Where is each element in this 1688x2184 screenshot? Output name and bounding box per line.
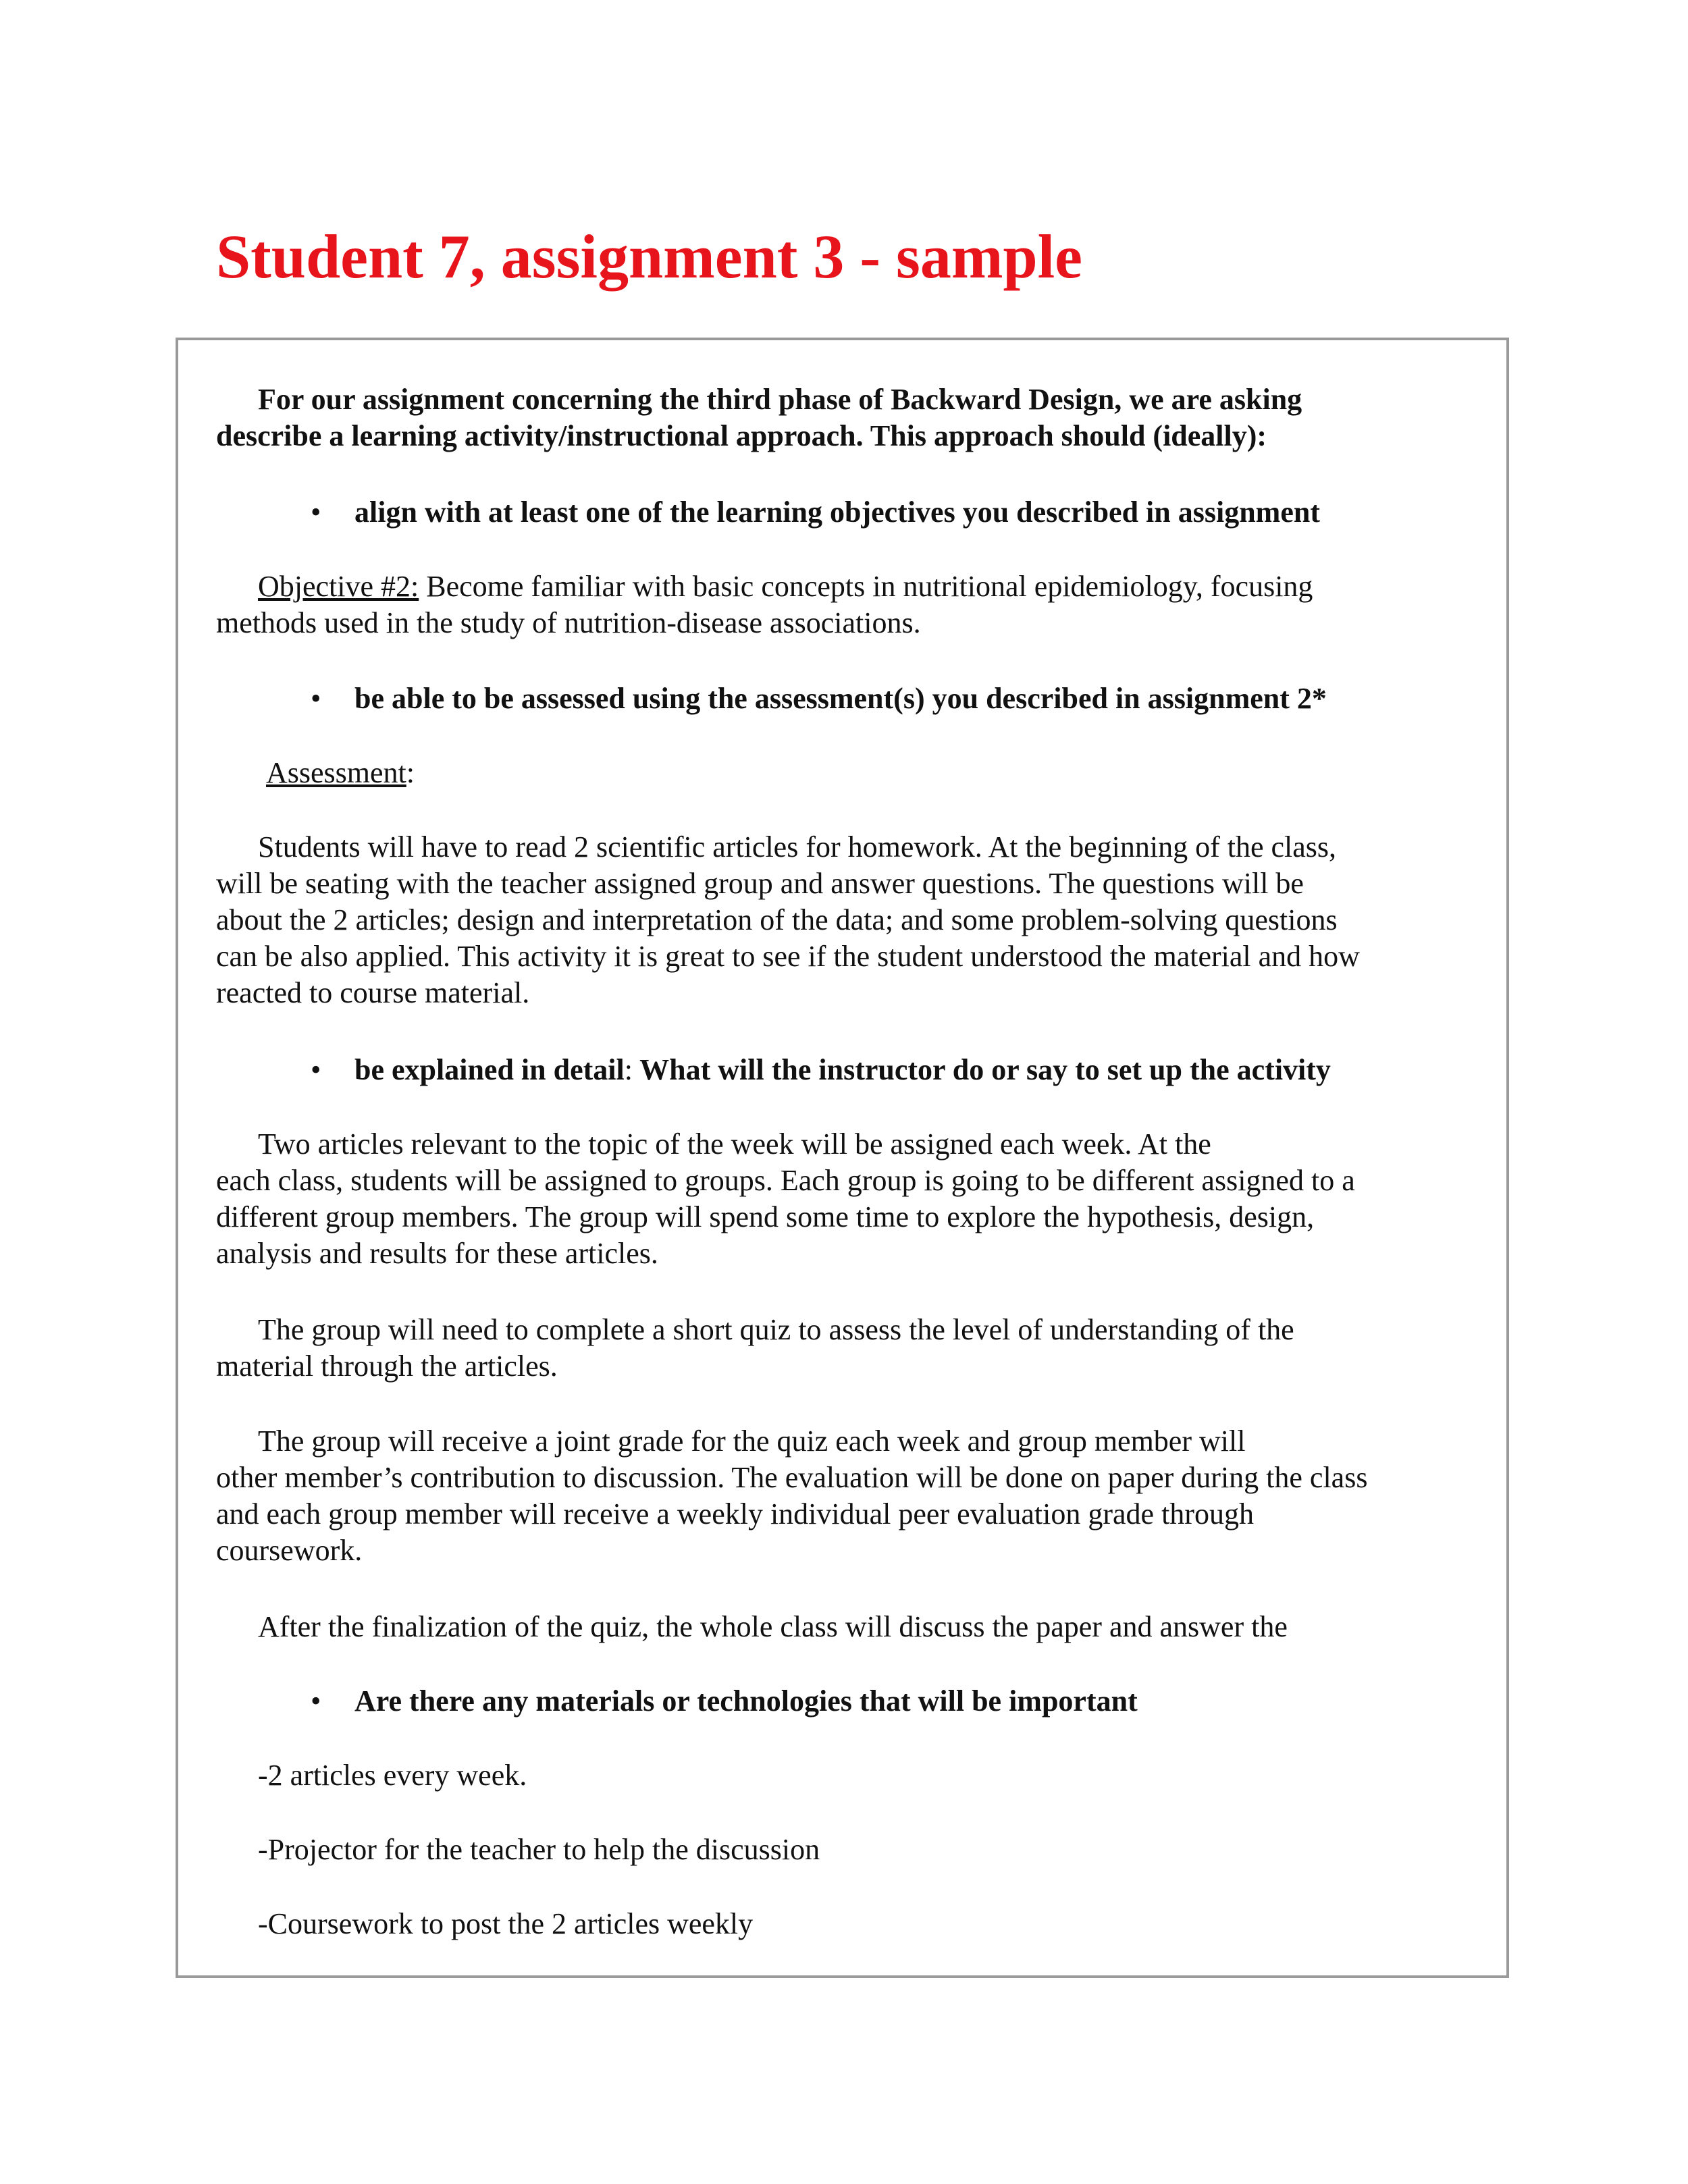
grade-line: The group will receive a joint grade for the quiz each week and group member will [258,1424,1246,1458]
bullet-assessable: be able to be assessed using the assessment(s) you described in assignment 2* [354,682,1327,715]
assessment-heading [216,755,415,791]
grade-paragraph [216,1423,1367,1569]
assessment-line: about the 2 articles; design and interpretation of the data; and some problem-solving questions [216,903,1338,936]
assessment-line: will be seating with the teacher assigned group and answer questions. The questions will be [216,867,1304,900]
articles-line: each class, students will be assigned to groups. Each group is going to be different assigned to a [216,1164,1355,1197]
articles-paragraph [216,1126,1355,1272]
assessment-line: reacted to course material. [216,976,530,1009]
bullet-align-objectives: align with at least one of the learning objectives you described in assignment [354,496,1320,529]
grade-line: other member’s contribution to discussion. The evaluation will be done on paper during the class [216,1461,1368,1494]
bullet-icon: • [311,1684,321,1717]
objective-paragraph [216,568,1313,641]
assessment-line: Students will have to read 2 scientific articles for homework. At the beginning of the class, [258,830,1337,863]
articles-line: Two articles relevant to the topic of the week will be assigned each week. At the [258,1127,1211,1161]
quiz-line: material through the articles. [216,1350,558,1383]
bullet-explained-question: What will the instructor do or say to set up the activity [632,1053,1331,1086]
assessment-label: Assessment [266,756,406,789]
quiz-paragraph [216,1312,1294,1385]
bullet-explained-label: be explained in detail [354,1053,625,1086]
quiz-line: The group will need to complete a short quiz to assess the level of understanding of the [258,1313,1294,1346]
intro-paragraph [216,381,1302,454]
materials-item-projector: -Projector for the teacher to help the discussion [258,1833,820,1866]
bullet-icon: • [311,496,321,529]
assessment-line: can be also applied. This activity it is great to see if the student understood the material and how [216,940,1360,973]
objective-label: Objective #2: [258,570,419,603]
assessment-paragraph [216,829,1360,1011]
articles-line: analysis and results for these articles. [216,1237,658,1270]
after-line: After the finalization of the quiz, the whole class will discuss the paper and answer the [258,1610,1288,1643]
materials-item-coursework: -Coursework to post the 2 articles weekly [258,1907,754,1940]
materials-item [216,1906,753,1942]
objective-text: Become familiar with basic concepts in nutritional epidemiology, focusing [419,570,1313,603]
bullet-explained-detail [354,1052,1331,1088]
materials-item-articles: -2 articles every week. [258,1759,527,1792]
materials-item [216,1832,820,1868]
page-title: Student 7, assignment 3 - sample [216,222,1083,291]
intro-line-2: describe a learning activity/instructional approach. This approach should (ideally): [216,419,1267,452]
objective-line-2: methods used in the study of nutrition-disease associations. [216,606,921,639]
grade-line: and each group member will receive a weekly individual peer evaluation grade through [216,1497,1254,1530]
bullet-explained-colon: : [624,1053,633,1086]
bullet-icon: • [311,1053,321,1086]
bullet-materials: Are there any materials or technologies that will be important [354,1684,1138,1717]
intro-line-1: For our assignment concerning the third phase of Backward Design, we are asking [258,383,1302,416]
bullet-icon: • [311,682,321,715]
materials-item [216,1757,527,1794]
assessment-colon: : [406,756,415,789]
grade-line: coursework. [216,1534,363,1567]
after-paragraph [216,1609,1288,1645]
articles-line: different group members. The group will spend some time to explore the hypothesis, design, [216,1200,1315,1233]
